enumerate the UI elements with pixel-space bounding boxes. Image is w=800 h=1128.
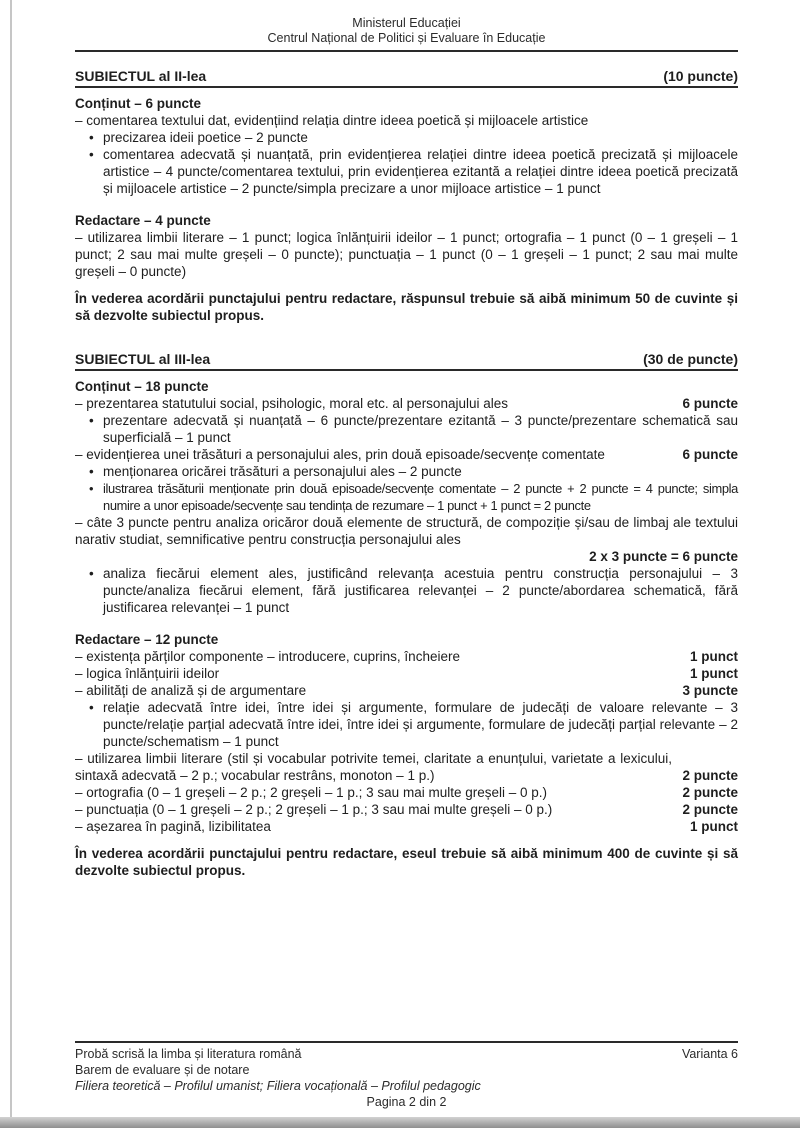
criterion-line	[75, 750, 738, 784]
criterion-bullet: • prezentare adecvată și nuanțată – 6 puncte/prezentare ezitantă – 3 puncte/prezentare schematică sau superficială – 1 punct	[75, 412, 738, 446]
ministry-name: Ministerul Educației	[352, 16, 461, 30]
criterion-text: – evidențierea unei trăsături a personajului ales, prin două episoade/secvențe comentate	[75, 447, 605, 462]
criterion-paragraph: – comentarea textului dat, evidențiind relația dintre ideea poetică și mijloacele artistice	[75, 113, 589, 128]
redactare-note: În vederea acordării punctajului pentru redactare, răspunsul trebuie să aibă minimum 50 de cuvinte și să dezvolte subiectul propus.	[75, 291, 738, 323]
footer-variant: Varianta 6	[681, 1047, 738, 1061]
criterion-text: – existența părților componente – introducere, cuprins, încheiere	[75, 649, 460, 664]
criterion-line	[75, 818, 738, 835]
criterion-paragraph: – câte 3 puncte pentru analiza oricăror două elemente de structură, de compoziție și/sau de limbaj ale textului narativ studiat, semnificative pentru construcția personajului ales	[75, 515, 738, 547]
criterion-bullet: • ilustrarea trăsăturii menționate prin două episoade/secvențe comentate – 2 puncte + 2 puncte = 4 puncte; simpla numire a unor episoade/secvențe sau tendința de rezumare – 1 punct + 1 punct = 2 puncte	[75, 480, 738, 514]
criterion-points: 3 puncte	[682, 683, 738, 698]
criterion-points: 2 puncte	[682, 785, 738, 800]
criterion-points: 1 punct	[689, 649, 738, 664]
criterion-text: – punctuația (0 – 1 greșeli – 2 p.; 2 greșeli – 1 p.; 3 sau mai multe greșeli – 0 p.)	[75, 802, 553, 817]
criterion-line	[75, 665, 738, 682]
footer-exam-title: Probă scrisă la limba și literatura română	[75, 1047, 302, 1061]
redactare-note: În vederea acordării punctajului pentru redactare, eseul trebuie să aibă minimum 400 de cuvinte și să dezvolte subiectul propus.	[75, 846, 738, 878]
footer-page-number: Pagina 2 din 2	[366, 1095, 447, 1109]
criterion-line	[75, 784, 738, 801]
footer-row-exam	[75, 1046, 738, 1062]
criterion-text: – prezentarea statutului social, psihologic, moral etc. al personajului ales	[75, 396, 508, 411]
criterion-subheading: Conținut – 6 puncte	[75, 96, 201, 111]
section-heading-label: SUBIECTUL al II-lea	[75, 68, 207, 84]
criterion-text: – logica înlănțuirii ideilor	[75, 666, 220, 681]
footer-doc-type: Barem de evaluare și de notare	[75, 1063, 250, 1077]
criterion-subheading: Redactare – 12 puncte	[75, 632, 219, 647]
agency-name: Centrul Național de Politici și Evaluare în Educație	[267, 31, 546, 45]
points-total-line: 2 x 3 puncte = 6 puncte	[589, 549, 738, 564]
scan-edge-bottom	[0, 1117, 800, 1128]
criterion-points: 1 punct	[689, 666, 738, 681]
criterion-bullet: • comentarea adecvată și nuanțată, prin evidențierea relației dintre ideea poetică precizată și mijloacele artistice – 4 puncte/comentarea textului, prin evidențierea ezitantă a relației dintre ideea poetică precizată și mijloacele artistice – 2 puncte/simpla precizare a unor mijloace artistice – 1 punct	[75, 146, 738, 197]
criterion-bullet: • menționarea oricărei trăsături a personajului ales – 2 puncte	[75, 463, 738, 480]
section-heading-label: SUBIECTUL al III-lea	[75, 351, 211, 367]
criterion-bullet: • precizarea ideii poetice – 2 puncte	[75, 129, 738, 146]
criterion-text: – așezarea în pagină, lizibilitatea	[75, 819, 271, 834]
criterion-subheading: Redactare – 4 puncte	[75, 213, 211, 228]
page-footer	[75, 1041, 738, 1128]
criterion-points: 6 puncte	[682, 396, 738, 411]
criterion-points: 2 puncte	[682, 768, 738, 783]
section-heading	[75, 351, 738, 371]
rubric-content	[75, 52, 738, 879]
section-heading-points: (30 de puncte)	[643, 351, 738, 367]
criterion-line	[75, 801, 738, 818]
criterion-subheading: Conținut – 18 puncte	[75, 379, 209, 394]
criterion-text: – abilități de analiză și de argumentare	[75, 683, 307, 698]
criterion-bullet: • analiza fiecărui element ales, justificând relevanța acestuia pentru construcția personajului – 3 puncte/analiza fiecărui element, fără justificarea relevanței – 2 puncte/abordarea schematică, fără justificarea relevanței – 1 punct	[75, 565, 738, 616]
section-heading	[75, 68, 738, 88]
criterion-points: 1 punct	[689, 819, 738, 834]
criterion-line	[75, 682, 738, 699]
criterion-line	[75, 395, 738, 412]
footer-track: Filiera teoretică – Profilul umanist; Filiera vocațională – Profilul pedagogic	[75, 1079, 481, 1093]
criterion-line	[75, 446, 738, 463]
section-heading-points: (10 puncte)	[663, 68, 738, 84]
ministry-header	[75, 0, 738, 52]
criterion-bullet: • relație adecvată între idei, între idei și argumente, formulare de judecăți de valoare relevante – 3 puncte/relație parțial adecvată între idei, între idei și argumente, formulare de judecăți parțial relevante – 2 puncte/schematism – 1 punct	[75, 699, 738, 750]
criterion-line	[75, 648, 738, 665]
criterion-text: – utilizarea limbii literare (stil și vocabular potrivite temei, claritate a enunțului, varietate a lexicului, sintaxă adecvată – 2 p.; vocabular restrâns, monoton – 1 p.)	[75, 751, 672, 783]
criterion-text: – ortografia (0 – 1 greșeli – 2 p.; 2 greșeli – 1 p.; 3 sau mai multe greșeli – 0 p.)	[75, 785, 547, 800]
criterion-points: 6 puncte	[682, 447, 738, 462]
criterion-points: 2 puncte	[682, 802, 738, 817]
criterion-paragraph: – utilizarea limbii literare – 1 punct; logica înlănțuirii ideilor – 1 punct; ortografia – 1 punct (0 – 1 greșeli – 1 punct; 2 sau mai multe greșeli – 0 puncte); punctuația – 1 punct (0 – 1 greșeli – 1 punct; 2 sau mai multe greșeli – 0 puncte)	[75, 230, 738, 279]
